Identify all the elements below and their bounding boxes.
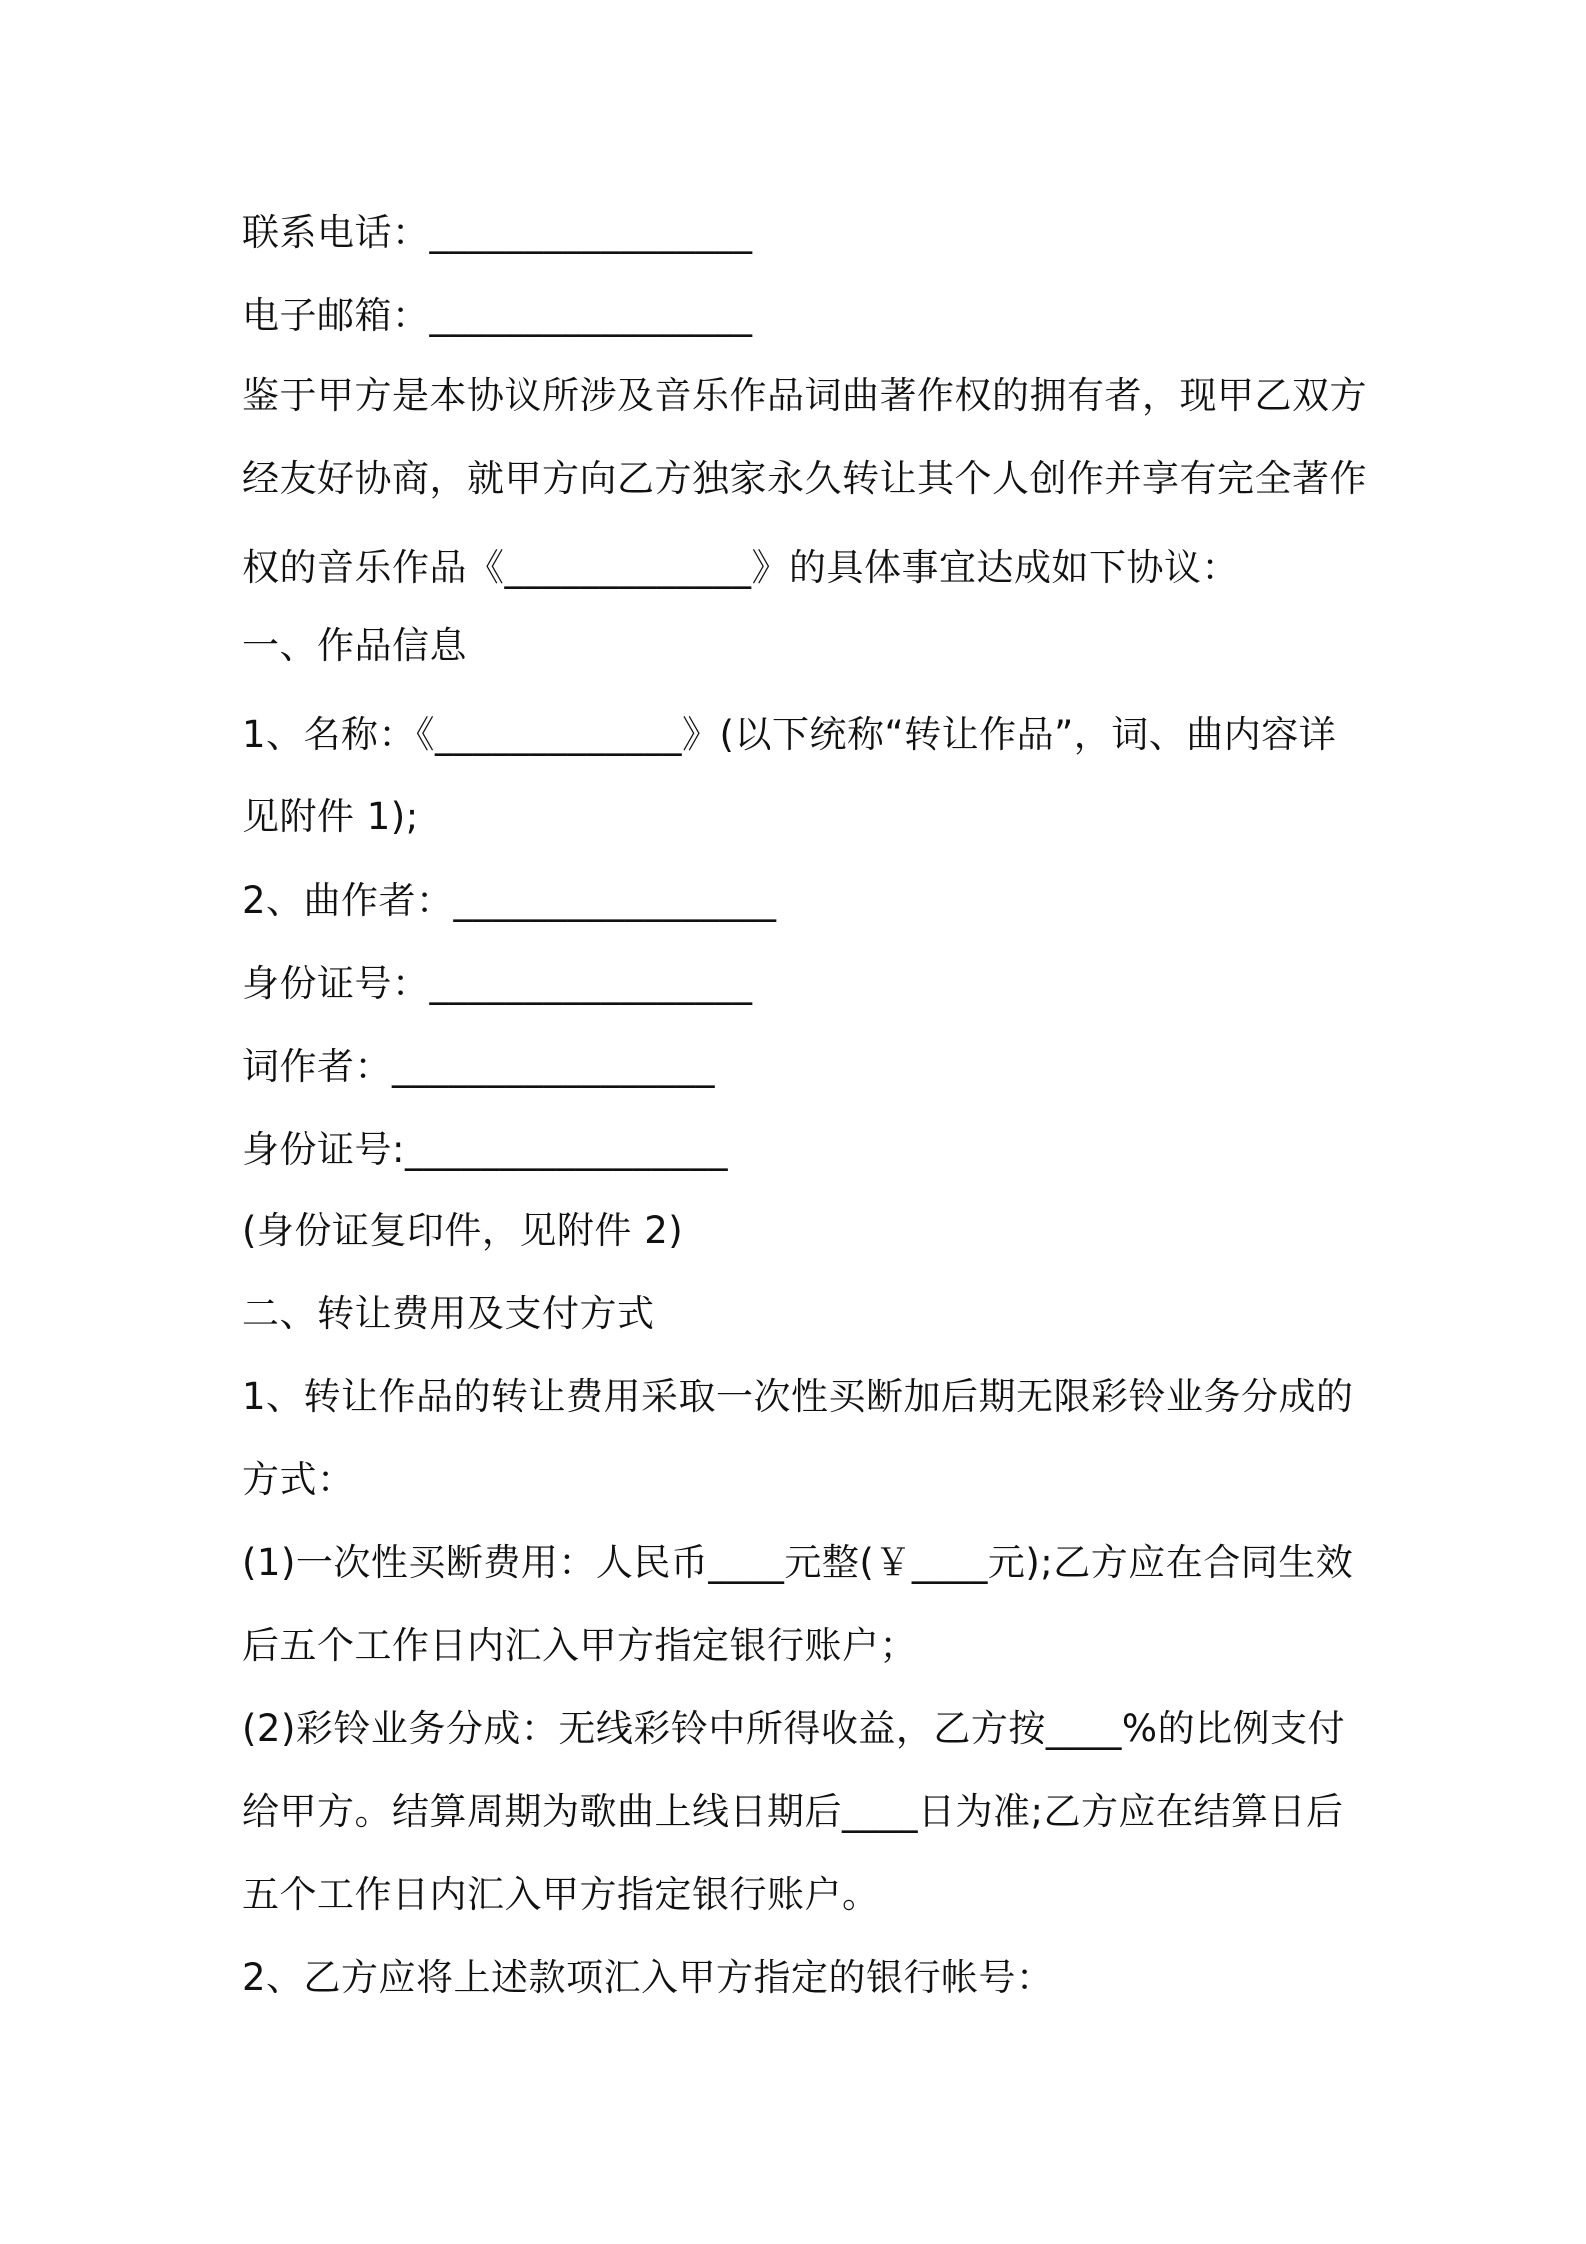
ringtone-share-line-3: 五个工作日内汇入甲方指定银行账户。 [242,1873,880,1916]
lyricist-line: 词作者：_________________ [242,1045,715,1088]
fee-method-line-2: 方式： [242,1458,355,1501]
buyout-fee-line-2: 后五个工作日内汇入甲方指定银行账户； [242,1624,917,1667]
composer-line: 2、曲作者：_________________ [242,879,777,922]
ringtone-share-line-1: (2)彩铃业务分成：无线彩铃中所得收益，乙方按____%的比例支付 [242,1707,1346,1750]
bank-account-line: 2、乙方应将上述款项汇入甲方指定的银行帐号： [242,1956,1054,1999]
work-name-line-1: 1、名称：《_____________》(以下统称“转让作品”，词、曲内容详 [242,713,1337,756]
email-line: 电子邮箱：_________________ [242,294,753,337]
preamble-line-3: 权的音乐作品《_____________》的具体事宜达成如下协议： [242,546,1239,589]
id-copy-note: (身份证复印件，见附件 2) [242,1209,684,1252]
preamble-line-2: 经友好协商，就甲方向乙方独家永久转让其个人创作并享有完全著作 [242,457,1367,500]
ringtone-share-line-2: 给甲方。结算周期为歌曲上线日期后____日为准;乙方应在结算日后 [242,1790,1344,1833]
preamble-line-1: 鉴于甲方是本协议所涉及音乐作品词曲著作权的拥有者，现甲乙双方 [242,374,1367,417]
composer-id-line: 身份证号：_________________ [242,962,753,1005]
work-name-line-2: 见附件 1); [242,795,419,838]
contact-phone-line: 联系电话：_________________ [242,211,753,254]
lyricist-id-line: 身份证号:_________________ [242,1128,728,1171]
section-1-heading: 一、作品信息 [242,624,467,667]
buyout-fee-line-1: (1)一次性买断费用：人民币____元整(￥____元);乙方应在合同生效 [242,1541,1354,1584]
section-2-heading: 二、转让费用及支付方式 [242,1292,655,1335]
fee-method-line-1: 1、转让作品的转让费用采取一次性买断加后期无限彩铃业务分成的 [242,1375,1354,1418]
